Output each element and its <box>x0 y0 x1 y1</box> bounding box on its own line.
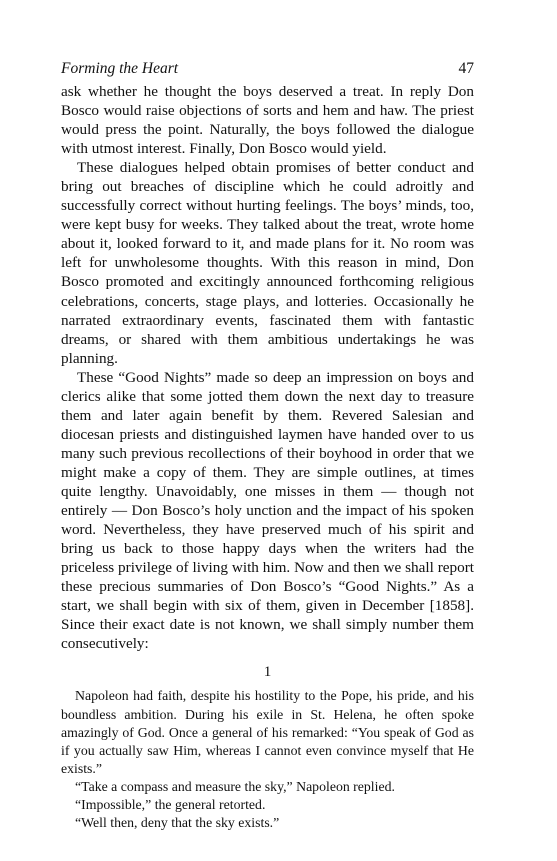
good-night-text <box>61 687 474 832</box>
page-number: 47 <box>458 60 474 77</box>
running-title: Forming the Heart <box>61 60 179 77</box>
section-number: 1 <box>263 663 272 681</box>
quote-paragraph-1: Napoleon had faith, despite his hostility to the Pope, his pride, and his boundless ambition. During his exile in St. Helena, he often spoke amazingly of God. Once a general of his remarked: “You speak of God as if you actually saw Him, whereas I cannot even convince myself that He exists.” <box>61 688 474 776</box>
quote-paragraph-2: “Take a compass and measure the sky,” Napoleon replied. <box>75 778 395 794</box>
quote-paragraph-3: “Impossible,” the general retorted. <box>75 796 266 812</box>
book-page <box>61 59 474 832</box>
paragraph-2: These dialogues helped obtain promises of better conduct and bring out breaches of discipline which he could adroitly and successfully correct without hurting feelings. The boys’ minds, too, were kept busy for weeks. They talked about the treat, wrote home about it, looked forward to it, and made plans for it. No room was left for unwholesome thoughts. With this reason in mind, Don Bosco promoted and excitingly announced forthcoming religious celebrations, concerts, stage plays, and lotteries. Occasionally he narrated extraordinary events, fascinated them with fantastic dreams, or shared with them ambitious undertakings he was planning. <box>61 159 474 367</box>
body-text <box>61 82 474 653</box>
paragraph-1: ask whether he thought the boys deserved a treat. In reply Don Bosco would raise objections of sorts and hem and haw. The priest would press the point. Naturally, the boys followed the dialogue with utmost interest. Finally, Don Bosco would yield. <box>61 83 474 158</box>
quote-paragraph-4: “Well then, deny that the sky exists.” <box>75 815 280 831</box>
paragraph-3: These “Good Nights” made so deep an impression on boys and clerics alike that some jotted them down the next day to treasure them and later again benefit by them. Revered Salesian and diocesan priests and distinguished laymen have handed over to us many such previous recollections of their boyhood in order that we might make a copy of them. They are simple outlines, at times quite lengthy. Unavoidably, one misses in them — though not entirely — Don Bosco’s holy unction and the impact of his spoken word. Nevertheless, they have preserved much of his spirit and bring us back to those happy days when the writers had the priceless privilege of living with him. Now and then we shall report these precious summaries of Don Bosco’s “Good Nights.” As a start, we shall begin with six of them, given in December [1858]. Since their exact date is not known, we shall simply number them consecutively: <box>61 368 474 653</box>
running-head <box>61 59 474 79</box>
